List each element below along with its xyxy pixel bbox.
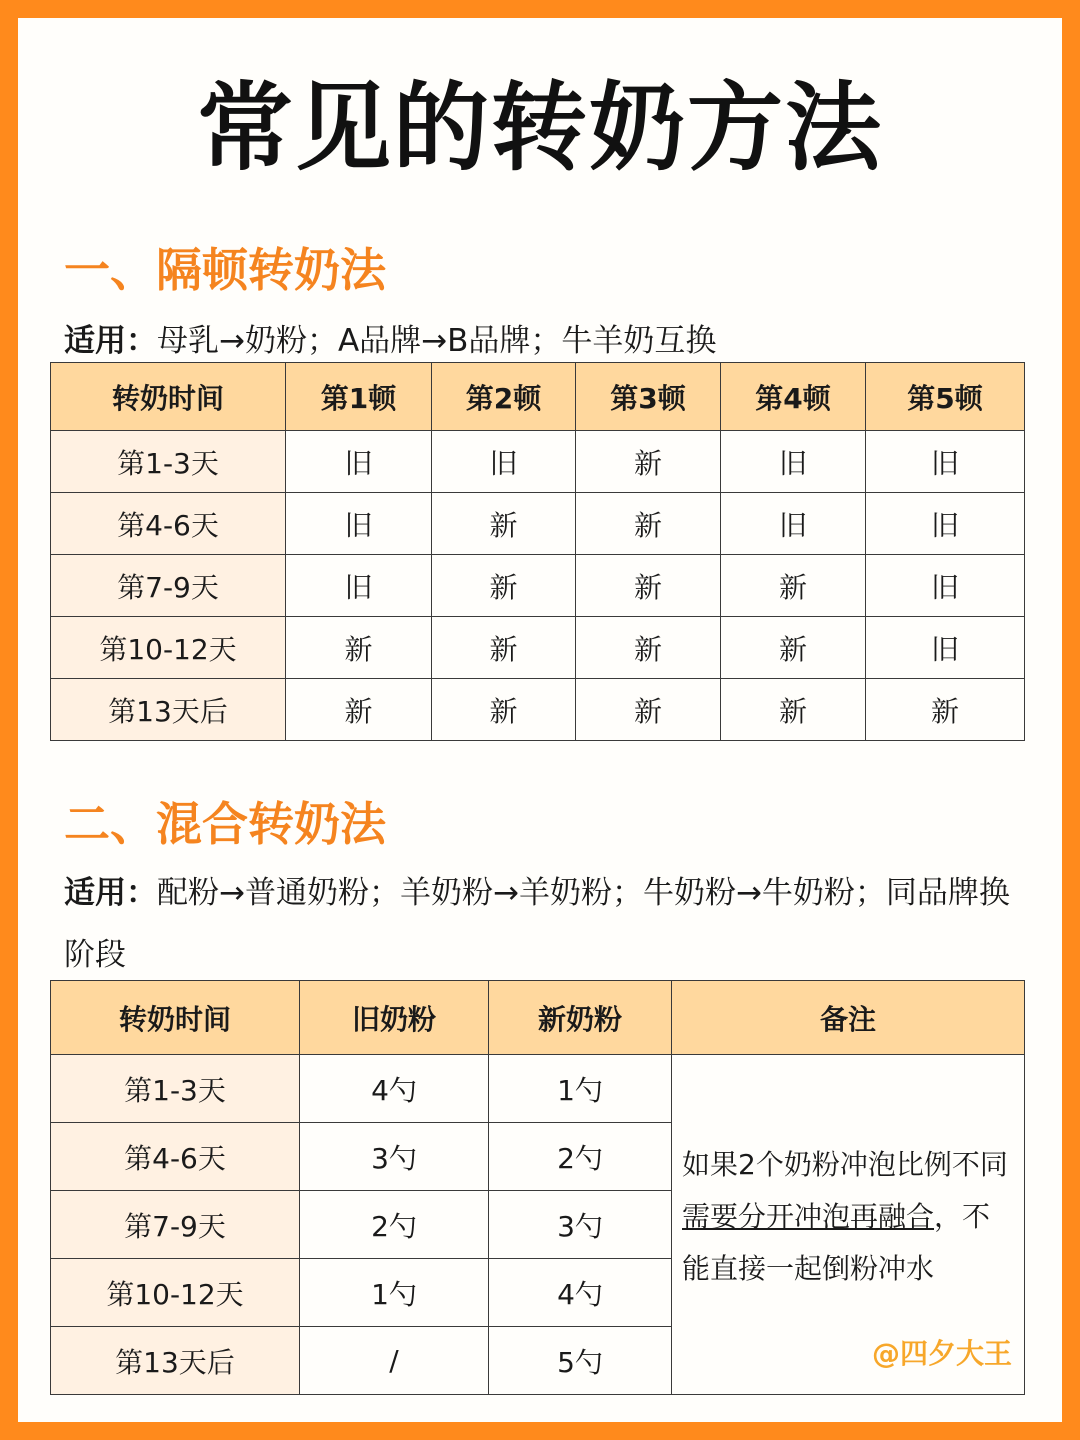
note-underlined-text: 需要分开冲泡再融合 [682, 1200, 935, 1233]
table-cell: 旧 [286, 555, 432, 617]
table-row [51, 679, 1025, 741]
table-cell: 旧 [721, 493, 866, 555]
section2-heading: 二、混合转奶法 [64, 797, 386, 851]
table-cell: 新 [432, 679, 576, 741]
table-cell: 新 [432, 617, 576, 679]
page-title: 常见的转奶方法 [197, 72, 883, 184]
header-cell: 第3顿 [576, 363, 721, 431]
table-row [51, 493, 1025, 555]
table-cell: 第13天后 [51, 1327, 300, 1395]
table-row [51, 555, 1025, 617]
table-cell: 2勺 [489, 1123, 672, 1191]
section2-applies [64, 862, 1024, 986]
table-cell: 新 [576, 617, 721, 679]
mixing-method-table [50, 980, 1025, 1395]
note-text: ，不能直接一起倒粉冲水 [682, 1200, 991, 1285]
table-cell: 第1-3天 [51, 431, 286, 493]
table-cell: 第1-3天 [51, 1055, 300, 1123]
table-cell: 新 [432, 555, 576, 617]
table-cell: 新 [286, 617, 432, 679]
table-cell: / [300, 1327, 489, 1395]
watermark: @四夕大王 [871, 1337, 1012, 1370]
table-header-row [51, 981, 1025, 1055]
header-cell: 新奶粉 [489, 981, 672, 1055]
table-cell: 4勺 [489, 1259, 672, 1327]
header-cell: 转奶时间 [51, 981, 300, 1055]
header-cell: 第1顿 [286, 363, 432, 431]
table-cell: 新 [721, 679, 866, 741]
note-text: 如果2个奶粉冲泡比例不同 [682, 1148, 1008, 1181]
table-cell: 新 [721, 617, 866, 679]
table-cell: 第13天后 [51, 679, 286, 741]
table-cell: 3勺 [300, 1123, 489, 1191]
note-cell [672, 1055, 1025, 1395]
section2-applies-text: 配粉→普通奶粉；羊奶粉→羊奶粉；牛奶粉→牛奶粉；同品牌换阶段 [64, 875, 1010, 973]
header-cell: 第2顿 [432, 363, 576, 431]
table-cell: 旧 [866, 617, 1025, 679]
table-cell: 旧 [866, 493, 1025, 555]
header-cell: 转奶时间 [51, 363, 286, 431]
table-row [51, 617, 1025, 679]
table-cell: 新 [286, 679, 432, 741]
table-cell: 第10-12天 [51, 617, 286, 679]
table-cell: 旧 [286, 431, 432, 493]
interval-method-table [50, 362, 1025, 741]
table-cell: 5勺 [489, 1327, 672, 1395]
table-header-row [51, 363, 1025, 431]
table-cell: 第7-9天 [51, 555, 286, 617]
table-cell: 第7-9天 [51, 1191, 300, 1259]
table-cell: 1勺 [489, 1055, 672, 1123]
table-cell: 旧 [432, 431, 576, 493]
section1-heading: 一、隔顿转奶法 [64, 243, 386, 297]
table-row [51, 1055, 1025, 1123]
table-cell: 第10-12天 [51, 1259, 300, 1327]
header-cell: 旧奶粉 [300, 981, 489, 1055]
table-cell: 新 [432, 493, 576, 555]
header-cell: 第4顿 [721, 363, 866, 431]
table-cell: 新 [576, 431, 721, 493]
table-cell: 旧 [866, 555, 1025, 617]
table-cell: 2勺 [300, 1191, 489, 1259]
section2-applies-label: 适用： [64, 875, 157, 911]
section1-applies-label: 适用： [64, 323, 157, 359]
table-cell: 新 [866, 679, 1025, 741]
table-cell: 1勺 [300, 1259, 489, 1327]
table-cell: 第4-6天 [51, 493, 286, 555]
table-row [51, 431, 1025, 493]
table-cell: 新 [576, 679, 721, 741]
table-cell: 新 [576, 555, 721, 617]
table-cell: 4勺 [300, 1055, 489, 1123]
table-cell: 第4-6天 [51, 1123, 300, 1191]
table-cell: 新 [576, 493, 721, 555]
header-cell: 第5顿 [866, 363, 1025, 431]
section1-applies-text: 母乳→奶粉；A品牌→B品牌；牛羊奶互换 [157, 323, 717, 359]
table-cell: 3勺 [489, 1191, 672, 1259]
table-cell: 旧 [721, 431, 866, 493]
table-cell: 旧 [866, 431, 1025, 493]
header-cell: 备注 [672, 981, 1025, 1055]
table-cell: 旧 [286, 493, 432, 555]
table-cell: 新 [721, 555, 866, 617]
